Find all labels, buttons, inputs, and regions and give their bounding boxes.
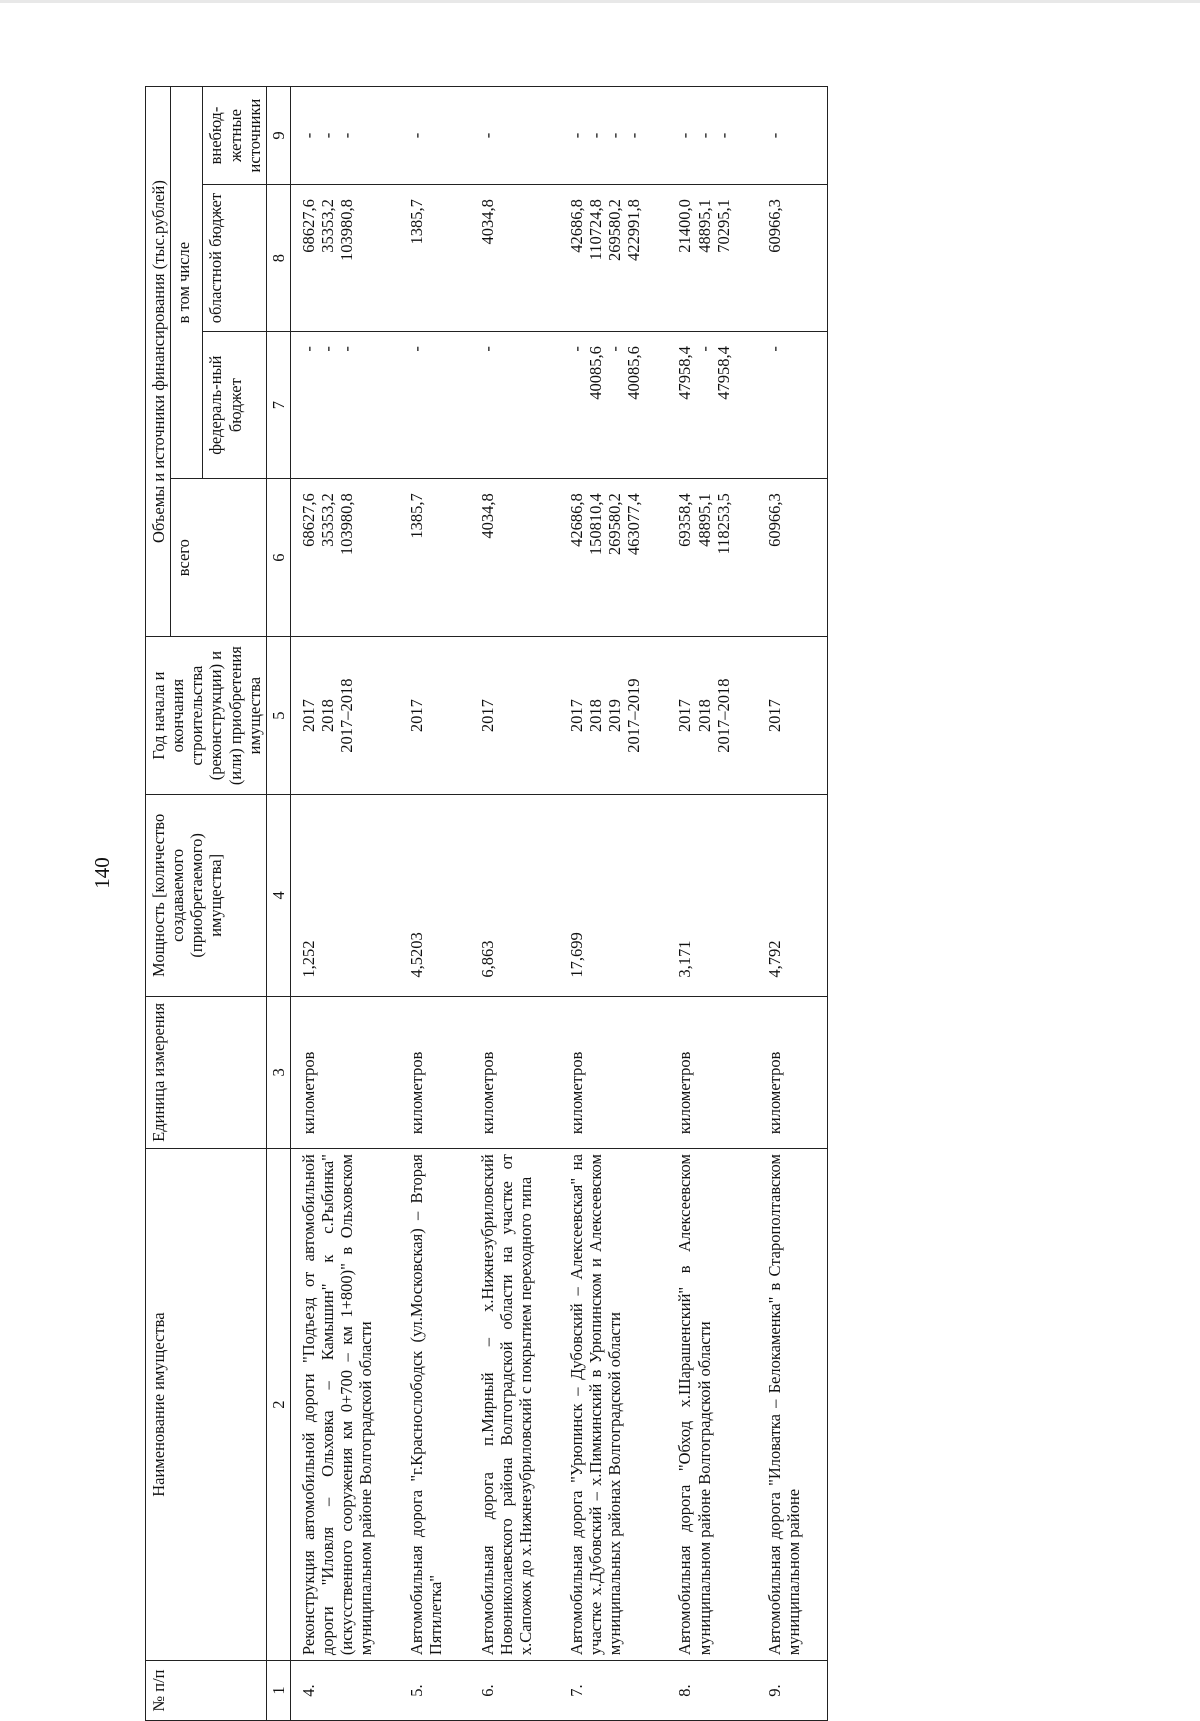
table-row bbox=[559, 87, 668, 1721]
extra-value: - bbox=[586, 132, 605, 139]
header-name: Наименование имущества bbox=[146, 1149, 267, 1661]
regional-value: 110724,8 bbox=[586, 199, 605, 261]
cell-num: 9. bbox=[757, 1661, 828, 1721]
years-value: 2017 bbox=[407, 699, 427, 733]
total-value: 463077,4 bbox=[624, 493, 644, 556]
extra-value: - bbox=[407, 132, 427, 139]
table-row bbox=[667, 87, 756, 1721]
header-extra: внебюд-жетные источники bbox=[203, 87, 266, 185]
table-row bbox=[757, 87, 828, 1721]
cell-extra bbox=[667, 87, 756, 185]
cell-unit: километров bbox=[399, 996, 469, 1149]
cell-capacity: 3,171 bbox=[667, 795, 756, 997]
cell-total bbox=[559, 479, 668, 637]
years-value: 2018 bbox=[694, 699, 714, 733]
cell-extra bbox=[399, 87, 469, 185]
header-financing-group: Объемы и источники финансирования (тыс.рублей) bbox=[146, 87, 171, 637]
rotated-table-page bbox=[145, 86, 1200, 1721]
federal-value: - bbox=[566, 346, 586, 352]
federal-value: - bbox=[337, 346, 356, 352]
cell-extra bbox=[290, 87, 399, 185]
cell-name: Автомобильная дорога "Урюпинск – Дубовский – Алексеевская" на участке х.Дубовский – х.Пимкинский в Урюпинском и Алексеевском муниципальных районах Волгоградской области bbox=[559, 1149, 668, 1661]
regional-value: 21400,0 bbox=[675, 199, 695, 253]
cell-federal bbox=[757, 332, 828, 479]
years-value: 2017 bbox=[298, 699, 318, 733]
cell-federal bbox=[559, 332, 668, 479]
cell-capacity: 4,5203 bbox=[399, 795, 469, 997]
cell-years bbox=[399, 637, 469, 795]
extra-value: - bbox=[317, 132, 337, 139]
extra-value: - bbox=[566, 132, 586, 139]
regional-value: 68627,6 bbox=[298, 199, 318, 253]
federal-value: 47958,4 bbox=[675, 346, 695, 400]
table-row bbox=[290, 87, 399, 1721]
cell-unit: километров bbox=[470, 996, 559, 1149]
cell-years bbox=[290, 637, 399, 795]
cell-total bbox=[290, 479, 399, 637]
table-row bbox=[470, 87, 559, 1721]
years-value: 2018 bbox=[586, 699, 605, 733]
total-value: 60966,3 bbox=[764, 493, 784, 547]
cell-regional bbox=[290, 185, 399, 332]
cell-capacity: 17,699 bbox=[559, 795, 668, 997]
cell-capacity: 1,252 bbox=[290, 795, 399, 997]
total-value: 68627,6 bbox=[298, 493, 318, 547]
cell-num: 8. bbox=[667, 1661, 756, 1721]
header-capacity: Мощность [количество создаваемого (приобретаемого) имущества] bbox=[146, 795, 267, 997]
cell-regional bbox=[399, 185, 469, 332]
years-value: 2019 bbox=[605, 699, 625, 733]
cell-name: Автомобильная дорога "Иловатка – Белокаменка" в Старополтавском муниципальном районе bbox=[757, 1149, 828, 1661]
cell-capacity: 4,792 bbox=[757, 795, 828, 997]
column-number: 8 bbox=[266, 185, 290, 332]
extra-value: - bbox=[298, 132, 318, 139]
years-value: 2018 bbox=[317, 699, 337, 733]
federal-value: 47958,4 bbox=[713, 346, 733, 400]
cell-regional bbox=[667, 185, 756, 332]
cell-total bbox=[470, 479, 559, 637]
header-unit: Единица измерения bbox=[146, 996, 267, 1149]
years-value: 2017–2019 bbox=[624, 678, 644, 753]
cell-capacity: 6,863 bbox=[470, 795, 559, 997]
table-body bbox=[290, 87, 827, 1721]
extra-value: - bbox=[675, 132, 695, 139]
extra-value: - bbox=[624, 132, 644, 139]
cell-federal bbox=[470, 332, 559, 479]
years-value: 2017 bbox=[764, 699, 784, 733]
column-number: 1 bbox=[266, 1661, 290, 1721]
column-number: 9 bbox=[266, 87, 290, 185]
regional-value: 1385,7 bbox=[407, 199, 427, 245]
header-regional: областной бюджет bbox=[203, 185, 266, 332]
cell-federal bbox=[399, 332, 469, 479]
total-value: 35353,2 bbox=[317, 493, 337, 547]
table-row bbox=[399, 87, 469, 1721]
total-value: 118253,5 bbox=[713, 493, 733, 555]
cell-extra bbox=[559, 87, 668, 185]
cell-years bbox=[757, 637, 828, 795]
federal-value: - bbox=[605, 346, 625, 352]
column-number: 6 bbox=[266, 479, 290, 637]
cell-num: 6. bbox=[470, 1661, 559, 1721]
header-federal: федераль-ный бюджет bbox=[203, 332, 266, 479]
extra-value: - bbox=[713, 132, 733, 139]
years-value: 2017 bbox=[566, 699, 586, 733]
financing-table bbox=[145, 86, 828, 1721]
regional-value: 4034,8 bbox=[477, 199, 497, 245]
federal-value: 40085,6 bbox=[624, 346, 644, 400]
cell-total bbox=[757, 479, 828, 637]
total-value: 103980,8 bbox=[337, 493, 356, 556]
column-number: 3 bbox=[266, 996, 290, 1149]
column-number: 5 bbox=[266, 637, 290, 795]
cell-unit: километров bbox=[667, 996, 756, 1149]
total-value: 150810,4 bbox=[586, 493, 605, 556]
regional-value: 269580,2 bbox=[605, 199, 625, 261]
extra-value: - bbox=[477, 132, 497, 139]
total-value: 4034,8 bbox=[477, 493, 497, 539]
cell-num: 7. bbox=[559, 1661, 668, 1721]
federal-value: - bbox=[407, 346, 427, 352]
years-value: 2017–2018 bbox=[337, 678, 356, 753]
cell-num: 4. bbox=[290, 1661, 399, 1721]
header-including: в том числе bbox=[171, 87, 203, 479]
total-value: 69358,4 bbox=[675, 493, 695, 547]
federal-value: - bbox=[694, 346, 714, 352]
total-value: 269580,2 bbox=[605, 493, 625, 556]
extra-value: - bbox=[764, 132, 784, 139]
header-total: всего bbox=[171, 479, 267, 637]
regional-value: 60966,3 bbox=[764, 199, 784, 253]
regional-value: 422991,8 bbox=[624, 199, 644, 261]
federal-value: 40085,6 bbox=[586, 346, 605, 400]
cell-extra bbox=[470, 87, 559, 185]
cell-years bbox=[470, 637, 559, 795]
cell-extra bbox=[757, 87, 828, 185]
cell-unit: километров bbox=[559, 996, 668, 1149]
federal-value: - bbox=[764, 346, 784, 352]
federal-value: - bbox=[477, 346, 497, 352]
cell-num: 5. bbox=[399, 1661, 469, 1721]
scan-top-edge bbox=[0, 0, 1200, 3]
regional-value: 103980,8 bbox=[337, 199, 356, 261]
years-value: 2017–2018 bbox=[713, 678, 733, 753]
cell-regional bbox=[757, 185, 828, 332]
cell-total bbox=[667, 479, 756, 637]
federal-value: - bbox=[298, 346, 318, 352]
cell-name: Автомобильная дорога п.Мирный – х.Нижнезубриловский Новониколаевского района Волгоградской области на участке от х.Сапожок до х.Нижнезубриловский с покрытием переходного типа bbox=[470, 1149, 559, 1661]
total-value: 1385,7 bbox=[407, 493, 427, 539]
cell-years bbox=[559, 637, 668, 795]
header-number: № п/п bbox=[146, 1661, 267, 1721]
regional-value: 42686,8 bbox=[566, 199, 586, 253]
header-years: Год начала и окончания строительства (реконструкции) и (или) приобретения имущества bbox=[146, 637, 267, 795]
cell-federal bbox=[290, 332, 399, 479]
extra-value: - bbox=[605, 132, 625, 139]
column-number: 4 bbox=[266, 795, 290, 997]
column-number: 7 bbox=[266, 332, 290, 479]
cell-years bbox=[667, 637, 756, 795]
total-value: 42686,8 bbox=[566, 493, 586, 547]
cell-name: Реконструкция автомобильной дороги "Подъезд от автомобильной дороги "Иловля – Ольховка – Камышин" к с.Рыбинка" (искусственного сооружения км 0+700 – км 1+800)" в Ольховском муниципальном районе Волгоградской области bbox=[290, 1149, 399, 1661]
cell-regional bbox=[559, 185, 668, 332]
cell-federal bbox=[667, 332, 756, 479]
regional-value: 48895,1 bbox=[694, 199, 714, 253]
extra-value: - bbox=[694, 132, 714, 139]
regional-value: 35353,2 bbox=[317, 199, 337, 253]
column-number: 2 bbox=[266, 1149, 290, 1661]
cell-regional bbox=[470, 185, 559, 332]
column-number-row bbox=[266, 87, 290, 1721]
cell-name: Автомобильная дорога "Обход х.Шарашенский" в Алексеевском муниципальном районе Волгоградской области bbox=[667, 1149, 756, 1661]
page-number: 140 bbox=[90, 857, 114, 889]
cell-name: Автомобильная дорога "г.Краснослободск (ул.Московская) – Вторая Пятилетка" bbox=[399, 1149, 469, 1661]
regional-value: 70295,1 bbox=[713, 199, 733, 253]
total-value: 48895,1 bbox=[694, 493, 714, 547]
years-value: 2017 bbox=[675, 699, 695, 733]
years-value: 2017 bbox=[477, 699, 497, 733]
federal-value: - bbox=[317, 346, 337, 352]
cell-total bbox=[399, 479, 469, 637]
extra-value: - bbox=[337, 132, 356, 139]
cell-unit: километров bbox=[757, 996, 828, 1149]
cell-unit: километров bbox=[290, 996, 399, 1149]
